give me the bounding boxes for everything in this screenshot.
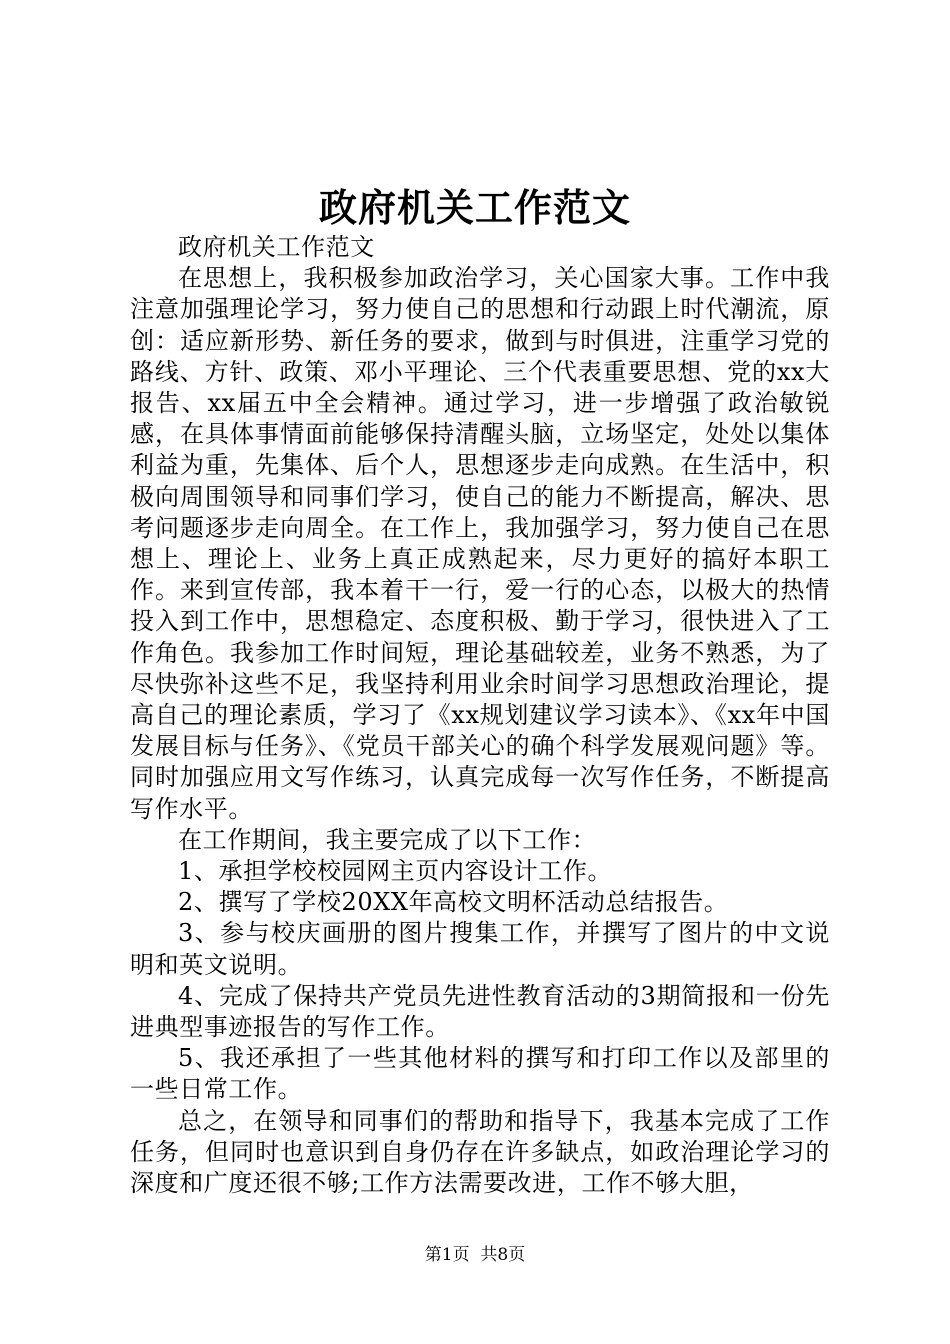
paragraph-summary: 总之，在领导和同事们的帮助和指导下，我基本完成了工作任务，但同时也意识到自身仍存在许多缺点，如政治理论学习的深度和广度还很不够;工作方法需要改进，工作不够大胆， (130, 1106, 830, 1198)
paragraph-main: 在思想上，我积极参加政治学习，关心国家大事。工作中我注意加强理论学习，努力使自己的思想和行动跟上时代潮流，原创：适应新形势、新任务的要求，做到与时俱进，注重学习党的路线、方针、政策、邓小平理论、三个代表重要思想、党的xx大报告、xx届五中全会精神。通过学习，进一步增强了政治敏锐感，在具体事情面前能够保持清醒头脑，立场坚定，处处以集体利益为重，先集体、后个人，思想逐步走向成熟。在生活中，积极向周围领导和同事们学习，使自己的能力不断提高，解决、思考问题逐步走向周全。在工作上，我加强学习，努力使自己在思想上、理论上、业务上真正成熟起来，尽力更好的搞好本职工作。来到宣传部，我本着干一行，爱一行的心态，以极大的热情投入到工作中，思想稳定、态度积极、勤于学习，很快进入了工作角色。我参加工作时间短，理论基础较差，业务不熟悉，为了尽快弥补这些不足，我坚持利用业余时间学习思想政治理论，提高自己的理论素质，学习了《xx规划建议学习读本》、《xx年中国发展目标与任务》、《党员干部关心的确个科学发展观问题》等。同时加强应用文写作练习，认真完成每一次写作任务，不断提高写作水平。 (130, 264, 830, 823)
footer-spacer (470, 1245, 481, 1265)
paragraph-subtitle: 政府机关工作范文 (178, 233, 375, 261)
document-body (130, 232, 830, 1199)
list-item-5: 5、我还承担了一些其他材料的撰写和打印工作以及部里的一些日常工作。 (130, 1044, 830, 1104)
list-item-3: 3、参与校庆画册的图片搜集工作，并撰写了图片的中文说明和英文说明。 (130, 919, 830, 979)
paragraph-work-intro: 在工作期间，我主要完成了以下工作： (178, 825, 597, 854)
list-item-2: 2、撰写了学校20XX年高校文明杯活动总结报告。 (178, 888, 729, 917)
page-footer (0, 1243, 950, 1267)
list-item-4: 4、完成了保持共产党员先进性教育活动的3期简报和一份先进典型事迹报告的写作工作。 (130, 981, 830, 1042)
page-number: 第1页 (424, 1245, 470, 1265)
page-total: 共8页 (480, 1245, 526, 1265)
document-title: 政府机关工作范文 (318, 185, 631, 230)
list-item-1: 1、承担学校校园网主页内容设计工作。 (178, 857, 613, 886)
